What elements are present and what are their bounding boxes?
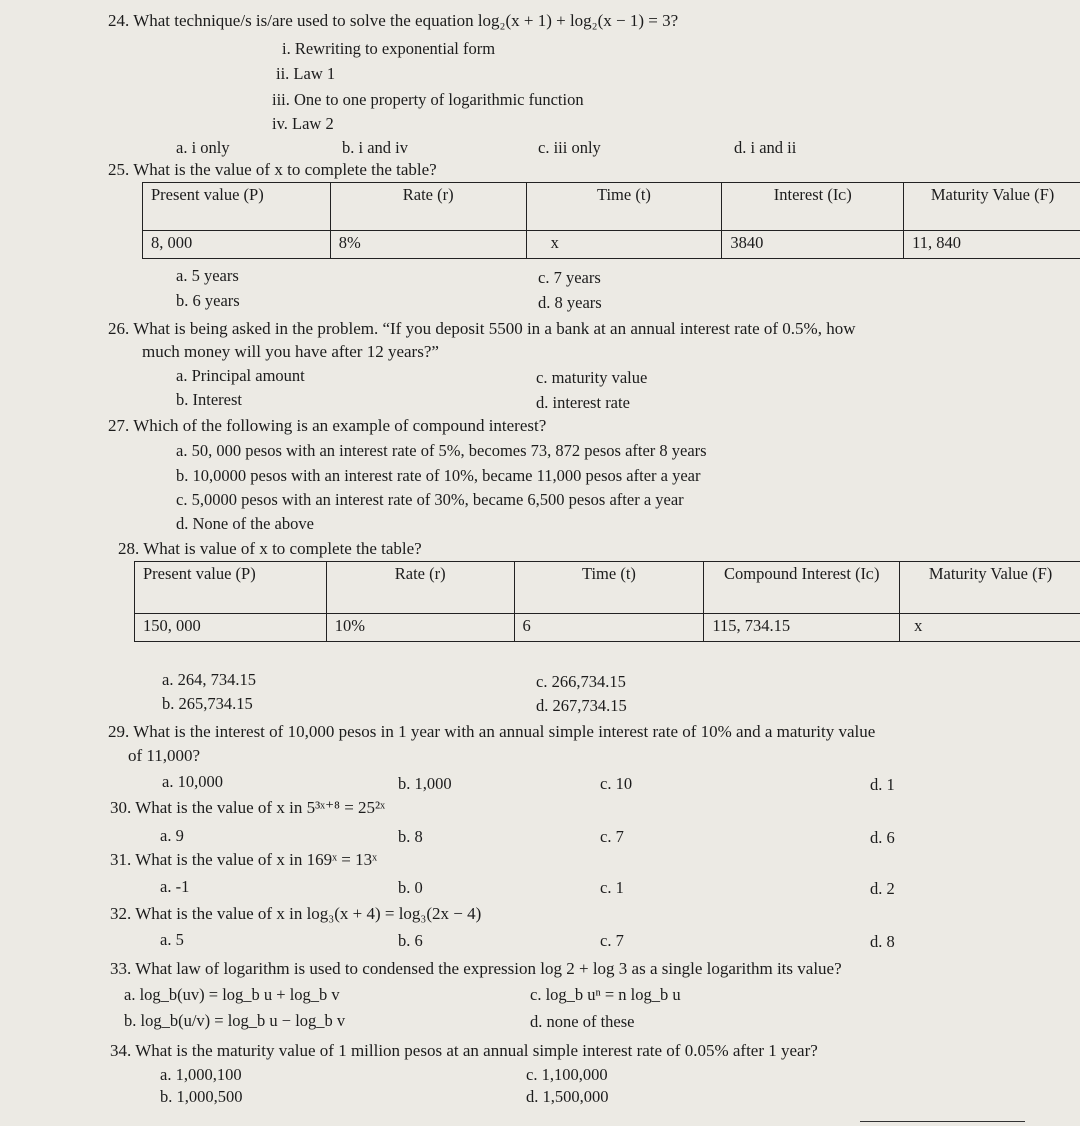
q25-option-a: a. 5 years [176, 266, 239, 285]
q32-option-b: b. 6 [398, 931, 423, 950]
q28-cell-time: 6 [514, 614, 704, 642]
q24-option-a: a. i only [176, 138, 230, 157]
q24-item-iv: iv. Law 2 [272, 114, 334, 133]
q34-option-d: d. 1,500,000 [526, 1087, 609, 1106]
q25-option-c: c. 7 years [538, 268, 601, 287]
q28-option-c: c. 266,734.15 [536, 672, 626, 691]
q25-cell-maturity: 11, 840 [904, 231, 1080, 259]
q26-stem-line1: 26. What is being asked in the problem. “If you deposit 5500 in a bank at an annual interest rate of 0.5%, how [108, 319, 856, 338]
q25-header-interest: Interest (Iᴄ) [722, 183, 904, 231]
q27-stem: 27. Which of the following is an example of compound interest? [108, 416, 547, 435]
q24-item-i: i. Rewriting to exponential form [282, 39, 496, 58]
q27-option-a: a. 50, 000 pesos with an interest rate of 5%, becomes 73, 872 pesos after 8 years [176, 441, 707, 460]
q25-cell-time: x [526, 231, 722, 259]
q28-cell-maturity: x [900, 614, 1080, 642]
q30-stem: 30. What is the value of x in 5³ˣ⁺⁸ = 25²ˣ [110, 798, 386, 817]
q32-option-c: c. 7 [600, 931, 624, 950]
q31-stem: 31. What is the value of x in 169ˣ = 13ˣ [110, 850, 377, 869]
q34-option-a: a. 1,000,100 [160, 1065, 242, 1084]
q25-header-rate: Rate (r) [330, 183, 526, 231]
q28-option-a: a. 264, 734.15 [162, 670, 256, 689]
q25-cell-interest: 3840 [722, 231, 904, 259]
q33-option-c: c. log_b uⁿ = n log_b u [530, 985, 681, 1004]
page-bottom-rule [860, 1121, 1025, 1122]
q26-option-d: d. interest rate [536, 393, 630, 412]
q31-option-c: c. 1 [600, 878, 624, 897]
q24-item-ii: ii. Law 1 [276, 64, 336, 83]
q28-cell-rate: 10% [326, 614, 514, 642]
q32-option-a: a. 5 [160, 930, 184, 949]
q28-cell-compound-interest: 115, 734.15 [704, 614, 900, 642]
q32-stem: 32. What is the value of x in log₃(x + 4) = log₃(2x − 4) [110, 904, 482, 923]
q28-header-present-value: Present value (P) [135, 562, 327, 614]
q26-stem-line2: much money will you have after 12 years?” [142, 342, 439, 361]
q28-header-time: Time (t) [514, 562, 704, 614]
q28-header-compound-interest: Compound Interest (Iᴄ) [704, 562, 900, 614]
q27-option-b: b. 10,0000 pesos with an interest rate of 10%, became 11,000 pesos after a year [176, 466, 701, 485]
q25-option-d: d. 8 years [538, 293, 602, 312]
q25-table [142, 182, 1080, 259]
q32-option-d: d. 8 [870, 932, 895, 951]
q33-stem: 33. What law of logarithm is used to condensed the expression log 2 + log 3 as a single logarithm its value? [110, 959, 842, 978]
q31-option-a: a. -1 [160, 877, 190, 896]
q34-option-b: b. 1,000,500 [160, 1087, 243, 1106]
q26-option-a: a. Principal amount [176, 366, 305, 385]
q25-header-time: Time (t) [526, 183, 722, 231]
q29-option-d: d. 1 [870, 775, 895, 794]
q29-option-a: a. 10,000 [162, 772, 223, 791]
q31-option-b: b. 0 [398, 878, 423, 897]
q29-stem-line1: 29. What is the interest of 10,000 pesos in 1 year with an annual simple interest rate of 10% and a maturity value [108, 722, 876, 741]
q25-cell-rate: 8% [330, 231, 526, 259]
q25-cell-present-value: 8, 000 [143, 231, 331, 259]
q33-option-a: a. log_b(uv) = log_b u + log_b v [124, 985, 340, 1004]
q34-stem: 34. What is the maturity value of 1 million pesos at an annual simple interest rate of 0.05% after 1 year? [110, 1041, 818, 1060]
q28-table [134, 561, 1080, 642]
q29-stem-line2: of 11,000? [128, 746, 201, 765]
q24-item-iii: iii. One to one property of logarithmic function [272, 90, 584, 109]
q30-option-c: c. 7 [600, 827, 624, 846]
q29-option-b: b. 1,000 [398, 774, 452, 793]
q25-stem: 25. What is the value of x to complete the table? [108, 160, 437, 179]
q30-option-a: a. 9 [160, 826, 184, 845]
q24-option-d: d. i and ii [734, 138, 797, 157]
q30-option-b: b. 8 [398, 827, 423, 846]
q26-option-c: c. maturity value [536, 368, 648, 387]
q28-stem: 28. What is value of x to complete the table? [118, 539, 422, 558]
q25-header-maturity: Maturity Value (F) [904, 183, 1080, 231]
q24-option-c: c. iii only [538, 138, 601, 157]
q25-header-present-value: Present value (P) [143, 183, 331, 231]
q31-option-d: d. 2 [870, 879, 895, 898]
q28-cell-present-value: 150, 000 [135, 614, 327, 642]
q28-option-b: b. 265,734.15 [162, 694, 253, 713]
q24-option-b: b. i and iv [342, 138, 408, 157]
q33-option-b: b. log_b(u/v) = log_b u − log_b v [124, 1011, 346, 1030]
q28-header-maturity: Maturity Value (F) [900, 562, 1080, 614]
q27-option-c: c. 5,0000 pesos with an interest rate of 30%, became 6,500 pesos after a year [176, 490, 684, 509]
q30-option-d: d. 6 [870, 828, 895, 847]
q34-option-c: c. 1,100,000 [526, 1065, 608, 1084]
q28-option-d: d. 267,734.15 [536, 696, 627, 715]
q27-option-d: d. None of the above [176, 514, 314, 533]
q26-option-b: b. Interest [176, 390, 242, 409]
q29-option-c: c. 10 [600, 774, 633, 793]
q24-stem: 24. What technique/s is/are used to solve the equation log₂(x + 1) + log₂(x − 1) = 3? [108, 11, 679, 30]
q25-option-b: b. 6 years [176, 291, 240, 310]
q33-option-d: d. none of these [530, 1012, 635, 1031]
q28-header-rate: Rate (r) [326, 562, 514, 614]
